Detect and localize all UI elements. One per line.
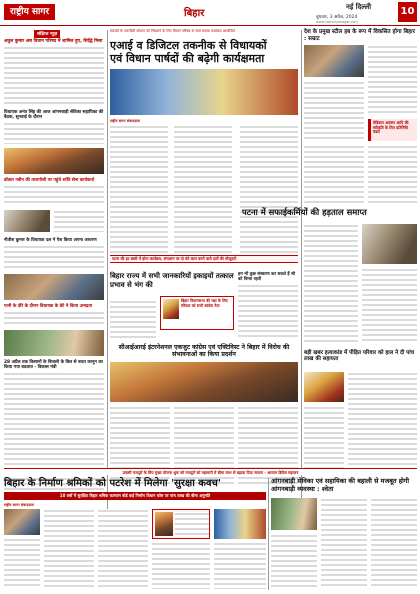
- brief2-photo: [4, 148, 104, 174]
- website: www.rashtriyasagar.com: [316, 20, 358, 24]
- left-column: [4, 30, 104, 530]
- strike-story: [242, 208, 417, 222]
- city-name: नई दिल्ली: [346, 3, 372, 11]
- bottom-left-sub: 10 वर्षों में सुरक्षित बिहार श्रमिक कल्याण बोर्ड कई निर्माण विधान कोष पर पांच लाख की बीमा अनुमति: [4, 492, 266, 500]
- quote-text: बिहार विधानसभा की रक्षा के लिए रविवार को सभी कांग्रेस नेता: [181, 298, 228, 308]
- protest-photo: [110, 362, 298, 402]
- lead-byline: राष्ट्रीय सागर संवाददाता: [110, 119, 140, 123]
- brief2-title: विधायक अनंत सिंह की आज आंगनबाड़ी सेविका सहायिका की बैठक, सुनवाई के दौरान: [4, 110, 104, 121]
- brief1-text: [4, 46, 104, 104]
- bottom-left-byline: राष्ट्रीय सागर संवाददाता: [4, 503, 34, 507]
- lead-headline-line2: एवं विधान पार्षदों की बढ़ेगी कार्यक्षमता: [110, 51, 265, 65]
- brief4-text: [4, 245, 104, 269]
- brief6-title: 28 अप्रैल तक किसानों के बिजली के बिल से बचत कानून का किया गया बदलाव - विकास मंत्री: [4, 360, 103, 371]
- bottom-left-photo1: [4, 509, 40, 535]
- bottom-left-story: [4, 478, 266, 590]
- bottom-right-story: [271, 478, 417, 590]
- family-story: [304, 350, 417, 470]
- quote-story: [238, 272, 298, 342]
- bottom-right-headline: आंगनबाड़ी सेविका एवं सहायिका की बहाली से मजबूत होगी आंगनबाड़ी व्यवस्था : श्वेता: [271, 477, 410, 493]
- strike-headline: पटना में सफाईकर्मियों की हड़ताल समाप्त: [242, 207, 367, 217]
- lead-headline-line1: एआई व डिजिटल तकनीक से विधायकों: [110, 39, 267, 52]
- quote-story-title: हम भी कुछ संस्करण कर सकते हैं सौ को चिन्ता रहती: [238, 271, 296, 281]
- brief3-text: [4, 185, 104, 205]
- protest-headline: सीआईआरई इंटरनेशनल एकजुट कांग्रेस एवं एक्टिविस्ट ने बिहार में विरोध की संभावनाओं का किया प्रदर्शन: [118, 344, 290, 359]
- strike-photo: [362, 224, 417, 264]
- paper-name: राष्ट्रीय सागर: [4, 4, 55, 20]
- protest-story: [110, 344, 298, 464]
- quote-photo: [163, 299, 179, 319]
- brief5-text: [4, 311, 104, 327]
- right-top-headline: देश के प्रमुख स्टील हब के रूप में विकसित होगा बिहार : सम्राट: [304, 29, 415, 42]
- date-line: बुधवार, 3 अप्रैल, 2024: [316, 15, 358, 20]
- family-headline: बड़ी खबर हत्याकांड में पीड़ित परिवार को हाल ने दी पांच लाख की सहायता: [304, 350, 415, 363]
- lead-kicker: सदस्यों के तकनीकी कौशल को निखारने के लिए विधान परिषद के स्वयं सदस्य कार्यक्रम आयोजित: [110, 29, 236, 33]
- brief1-title: अतुल कुमार अब विधान परिषद में शामिल हुए, सिद्धि मिला: [4, 39, 103, 44]
- page-number: 10: [398, 2, 417, 22]
- quote-box: [160, 296, 234, 330]
- banner-strip: प्रवासी मजदूरों के लिए मुख्य योजना शुरू को मजदूरों को महामारी में बीमा लाभ से बढ़ावा दिया जाएगा - आरएम डिफेंस महाजन: [4, 468, 417, 475]
- substory-headline: बिहार राज्य में सभी जानकारियों इकाइयों तत्काल प्रभाव से भंग की: [110, 272, 234, 289]
- brief5-photo: [4, 330, 104, 356]
- lead-photo: [110, 69, 298, 115]
- brief3-photo: [4, 210, 50, 232]
- brief3-title: डॉक्टर नवीन की ताजपोशी पर पहुंचे शांति सेना कार्यकर्ता: [4, 178, 95, 183]
- brief5-title: पत्नी के दौरे के दौरान विधायक के बेटे ने किया अभद्रता: [4, 304, 93, 309]
- side-box: [368, 119, 417, 141]
- briefs-tag: संक्षिप्त न्यूज़: [34, 30, 60, 38]
- brief4-title: नीतीश कुमार के विधायक दल ने पेश किया अपना आचरण: [4, 238, 97, 243]
- bottom-right-photo: [271, 498, 317, 530]
- section-title: बिहार: [184, 8, 205, 19]
- bottom-left-headline: बिहार के निर्माण श्रमिकों को पटरेश में मिलेगा 'सुरक्षा कवच': [4, 478, 221, 489]
- brief2-text: [4, 122, 104, 144]
- right-top-photo: [304, 45, 364, 77]
- side-box-text: मेडिकल अफ़सर आदि की स्वीकृति के लिए प्रतिनिधि मंडल: [373, 120, 409, 135]
- bottom-quote-box: [152, 509, 210, 539]
- lead-strip: पटना की हर बस्ती में होगा कार्यक्रम, संचालन पर दो घंटे काम करने वाले दलों की मौजूदगी: [112, 256, 237, 261]
- brief4-photo: [4, 274, 104, 300]
- family-photo: [304, 372, 344, 402]
- bottom-left-photo2: [214, 509, 266, 539]
